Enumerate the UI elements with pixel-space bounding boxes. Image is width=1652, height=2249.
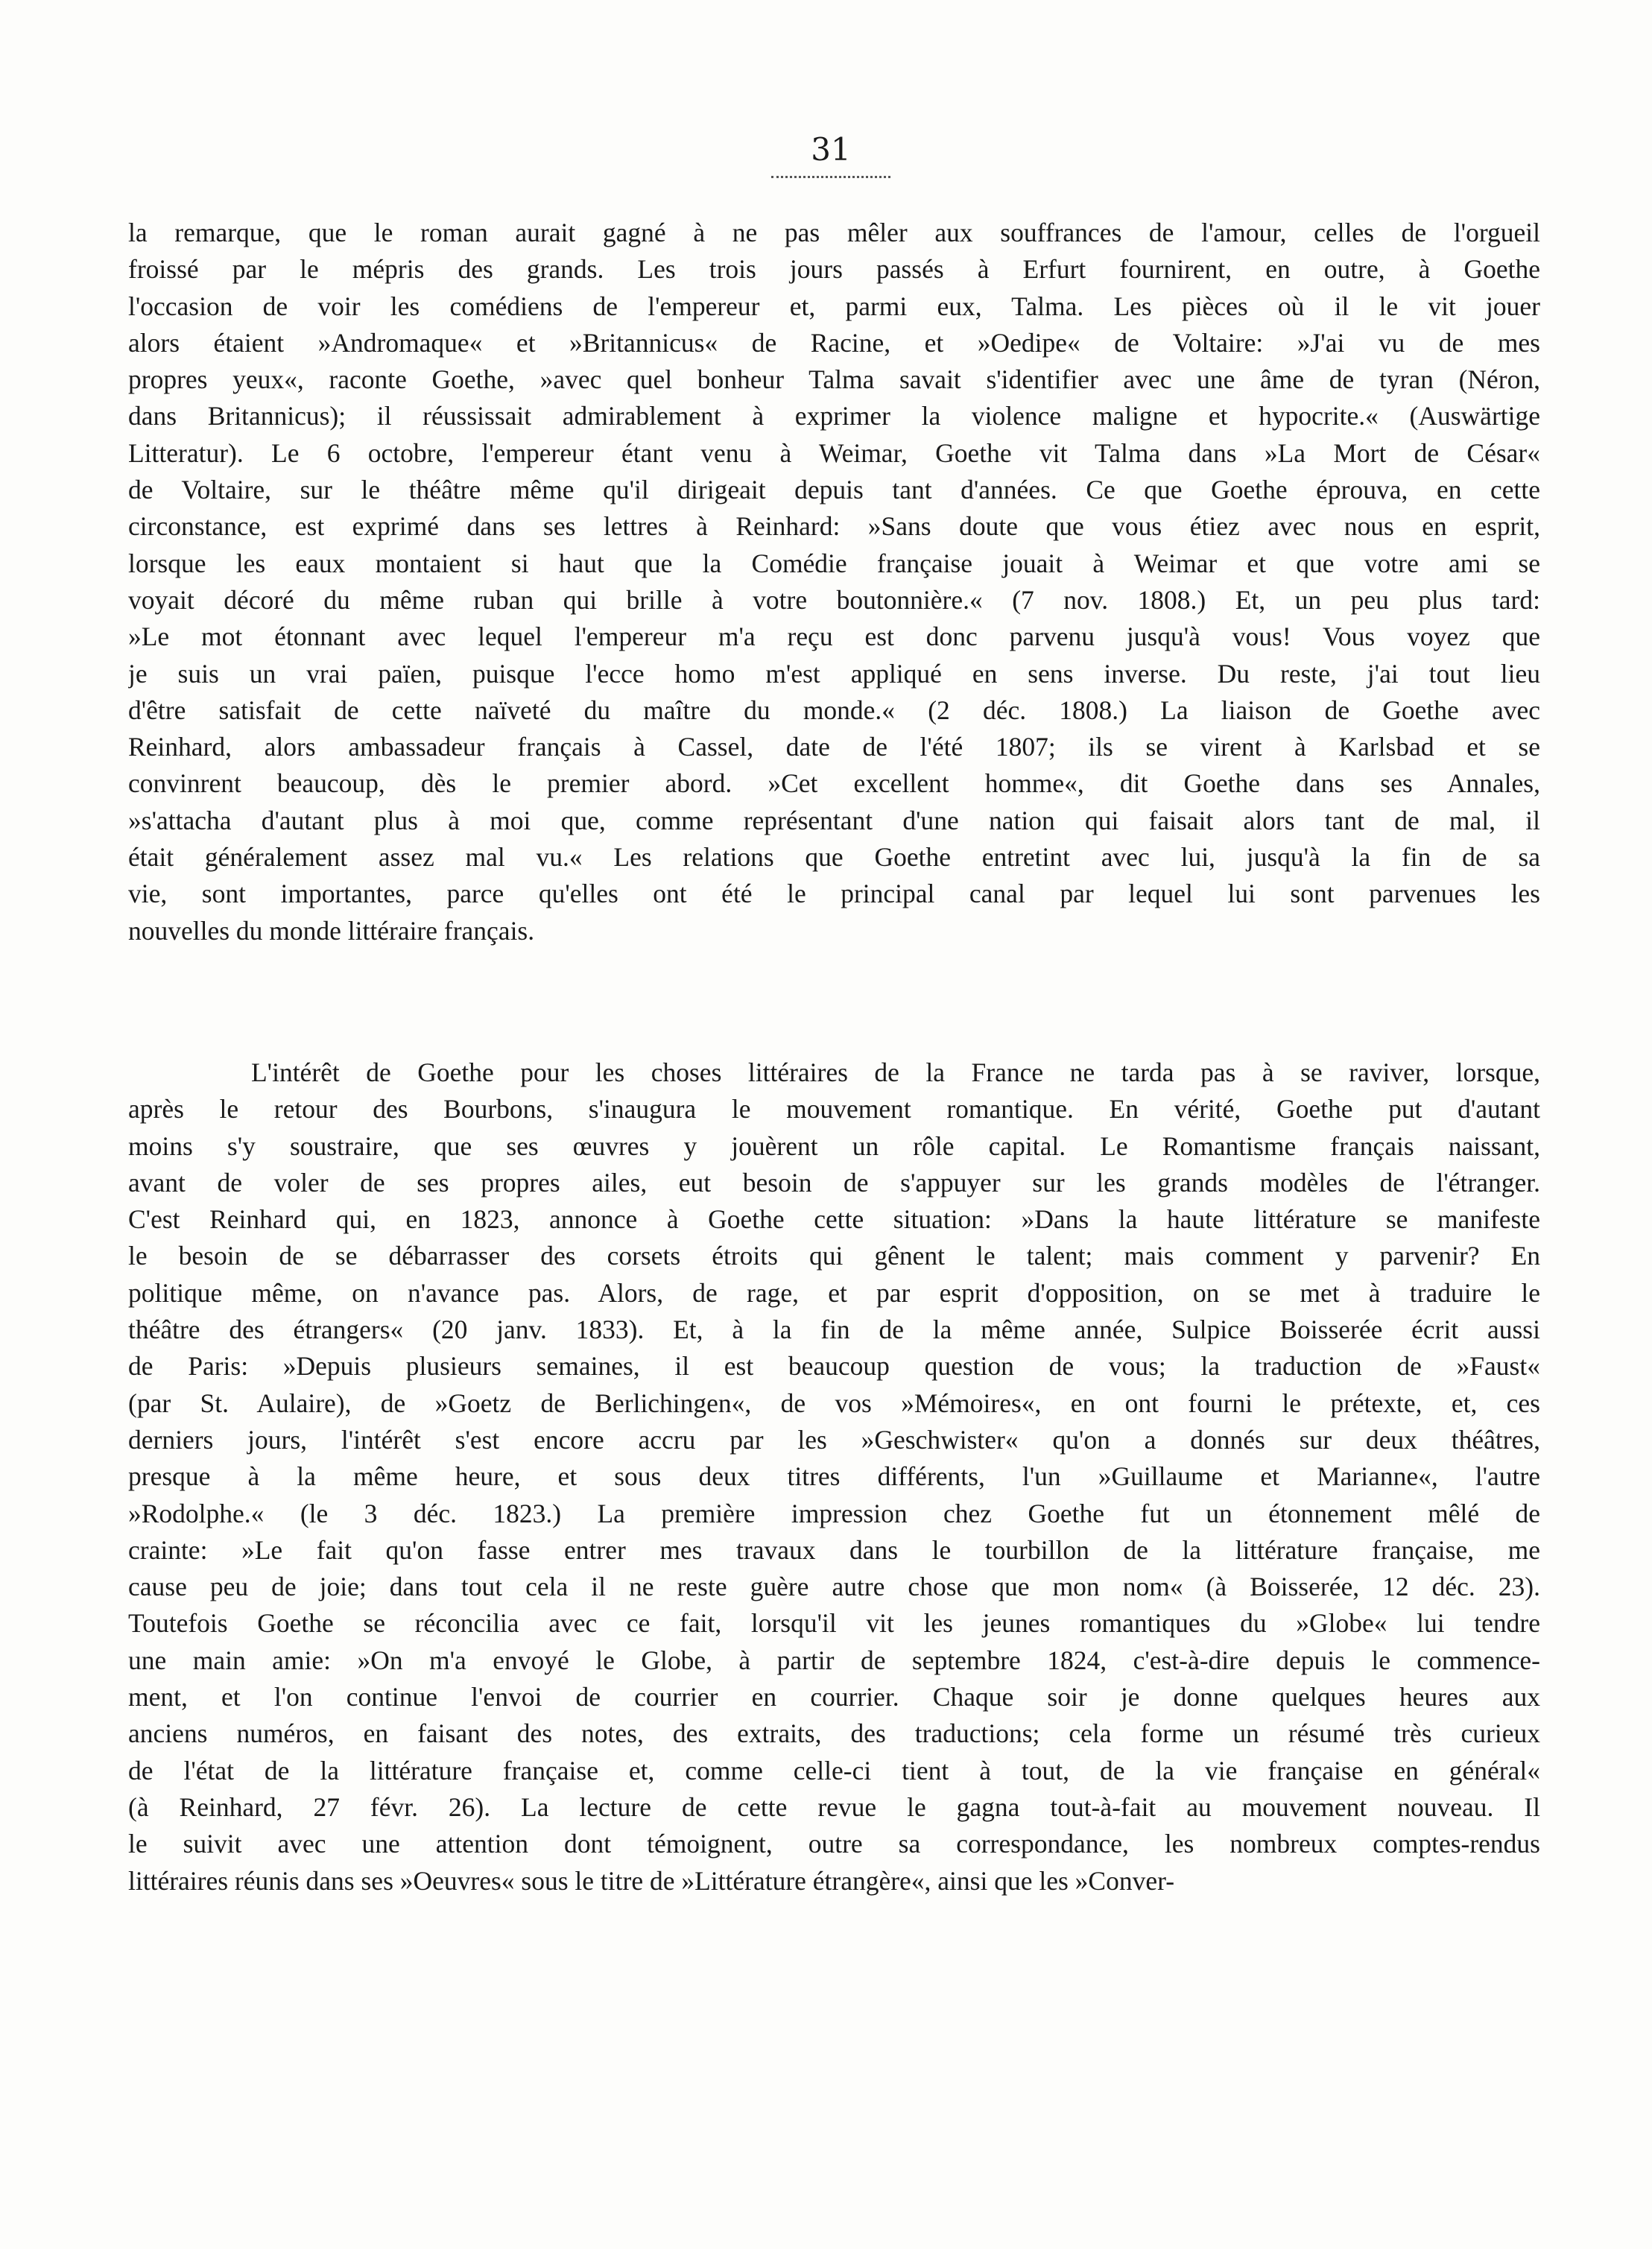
text-line: Litteratur). Le 6 octobre, l'empereur étant venu à Weimar, Goethe vit Talma dans »La Mort de César« bbox=[128, 437, 1540, 468]
text-line: C'est Reinhard qui, en 1823, annonce à Goethe cette situation: »Dans la haute littérature se manifeste bbox=[128, 1204, 1540, 1235]
text-line: après le retour des Bourbons, s'inaugura le mouvement romantique. En vérité, Goethe put d'autant bbox=[128, 1094, 1540, 1124]
text-line: était généralement assez mal vu.« Les relations que Goethe entretint avec lui, jusqu'à la fin de sa bbox=[128, 842, 1540, 873]
text-line: la remarque, que le roman aurait gagné à ne pas mêler aux souffrances de l'amour, celles de l'orgueil bbox=[128, 218, 1540, 247]
text-line: une main amie: »On m'a envoyé le Globe, à partir de septembre 1824, c'est-à-dire depuis le commence- bbox=[128, 1645, 1540, 1675]
text-line: de l'état de la littérature française et, comme celle-ci tient à tout, de la vie française en général« bbox=[128, 1755, 1540, 1785]
paragraph-2 bbox=[128, 1054, 1540, 1900]
text-line: anciens numéros, en faisant des notes, des extraits, des traductions; cela forme un résumé très curieux bbox=[128, 1718, 1540, 1749]
page-number-ornament bbox=[771, 176, 890, 184]
text-line: lorsque les eaux montaient si haut que la Comédie française jouait à Weimar et que votre ami se bbox=[128, 548, 1540, 578]
text-line: de Voltaire, sur le théâtre même qu'il dirigeait depuis tant d'années. Ce que Goethe éprouva, en cette bbox=[128, 475, 1540, 505]
text-line: le suivit avec une attention dont témoignent, outre sa correspondance, les nombreux comptes-rendus bbox=[128, 1829, 1540, 1859]
text-line: littéraires réunis dans ses »Oeuvres« sous le titre de »Littérature étrangère«, ainsi que les »Conver- bbox=[128, 1865, 1175, 1896]
text-line: voyait décoré du même ruban qui brille à votre boutonnière.« (7 nov. 1808.) Et, un peu plus tard: bbox=[128, 584, 1540, 615]
text-line: derniers jours, l'intérêt s'est encore accru par les »Geschwister« qu'on a donnés sur deux théâtres, bbox=[128, 1424, 1540, 1455]
text-line: dans Britannicus); il réussissait admirablement à exprimer la violence maligne et hypocrite.« (Auswärtige bbox=[128, 401, 1540, 431]
text-line: nouvelles du monde littéraire français. bbox=[128, 915, 535, 946]
text-line: de Paris: »Depuis plusieurs semaines, il est beaucoup question de vous; la traduction de »Faust« bbox=[128, 1351, 1540, 1382]
text-line: ment, et l'on continue l'envoi de courrier en courrier. Chaque soir je donne quelques heures aux bbox=[128, 1682, 1540, 1712]
text-line: d'être satisfait de cette naïveté du maître du monde.« (2 déc. 1808.) La liaison de Goethe avec bbox=[128, 695, 1540, 725]
text-line: cause peu de joie; dans tout cela il ne reste guère autre chose que mon nom« (à Boisserée, 12 déc. 23). bbox=[128, 1572, 1540, 1602]
text-line: Reinhard, alors ambassadeur français à Cassel, date de l'été 1807; ils se virent à Karlsbad et se bbox=[128, 732, 1540, 762]
text-line: »Rodolphe.« (le 3 déc. 1823.) La première impression chez Goethe fut un étonnement mêlé de bbox=[128, 1498, 1540, 1528]
text-line: je suis un vrai païen, puisque l'ecce homo m'est appliqué en sens inverse. Du reste, j'ai tout lieu bbox=[128, 658, 1540, 689]
text-line: (à Reinhard, 27 févr. 26). La lecture de cette revue le gagna tout-à-fait au mouvement nouveau. Il bbox=[128, 1791, 1540, 1822]
text-line: »s'attacha d'autant plus à moi que, comme représentant d'une nation qui faisait alors tant de mal, il bbox=[128, 805, 1540, 835]
text-line: (par St. Aulaire), de »Goetz de Berlichingen«, de vos »Mémoires«, en ont fourni le prétexte, et, ces bbox=[128, 1388, 1540, 1418]
paragraph-1 bbox=[128, 215, 1540, 949]
text-line: crainte: »Le fait qu'on fasse entrer mes travaux dans le tourbillon de la littérature française, me bbox=[128, 1534, 1540, 1565]
text-line: convinrent beaucoup, dès le premier abord. »Cet excellent homme«, dit Goethe dans ses Annales, bbox=[128, 768, 1540, 799]
text-line: froissé par le mépris des grands. Les trois jours passés à Erfurt fournirent, en outre, à Goethe bbox=[128, 254, 1540, 285]
text-line: circonstance, est exprimé dans ses lettres à Reinhard: »Sans doute que vous étiez avec nous en esprit, bbox=[128, 511, 1540, 542]
text-line: moins s'y soustraire, que ses œuvres y jouèrent un rôle capital. Le Romantisme français naissant, bbox=[128, 1130, 1540, 1161]
text-line: avant de voler de ses propres ailes, eut besoin de s'appuyer sur les grands modèles de l'étranger. bbox=[128, 1167, 1540, 1198]
text-line: l'occasion de voir les comédiens de l'empereur et, parmi eux, Talma. Les pièces où il le vit jouer bbox=[128, 291, 1540, 321]
text-line: le besoin de se débarrasser des corsets étroits qui gênent le talent; mais comment y parvenir? En bbox=[128, 1241, 1540, 1271]
text-line: alors étaient »Andromaque« et »Britannicus« de Racine, et »Oedipe« de Voltaire: »J'ai vu de mes bbox=[128, 327, 1540, 358]
text-line: propres yeux«, raconte Goethe, »avec quel bonheur Talma savait s'identifier avec une âme de tyran (Néron, bbox=[128, 364, 1540, 395]
text-line: Toutefois Goethe se réconcilia avec ce fait, lorsqu'il vit les jeunes romantiques du »Globe« lui tendre bbox=[128, 1608, 1540, 1639]
text-line: vie, sont importantes, parce qu'elles ont été le principal canal par lequel lui sont parvenues les bbox=[128, 879, 1540, 909]
text-line: L'intérêt de Goethe pour les choses littéraires de la France ne tarda pas à se raviver, lorsque, bbox=[251, 1057, 1540, 1087]
text-line: théâtre des étrangers« (20 janv. 1833). Et, à la fin de la même année, Sulpice Boisserée écrit aussi bbox=[128, 1315, 1540, 1345]
text-line: presque à la même heure, et sous deux titres différents, l'un »Guillaume et Marianne«, l'autre bbox=[128, 1461, 1540, 1492]
page-number: 31 bbox=[811, 131, 851, 168]
text-line: »Le mot étonnant avec lequel l'empereur m'a reçu est donc parvenu jusqu'à vous! Vous voyez que bbox=[128, 621, 1540, 652]
text-line: politique même, on n'avance pas. Alors, de rage, et par esprit d'opposition, on se met à traduire le bbox=[128, 1277, 1540, 1308]
